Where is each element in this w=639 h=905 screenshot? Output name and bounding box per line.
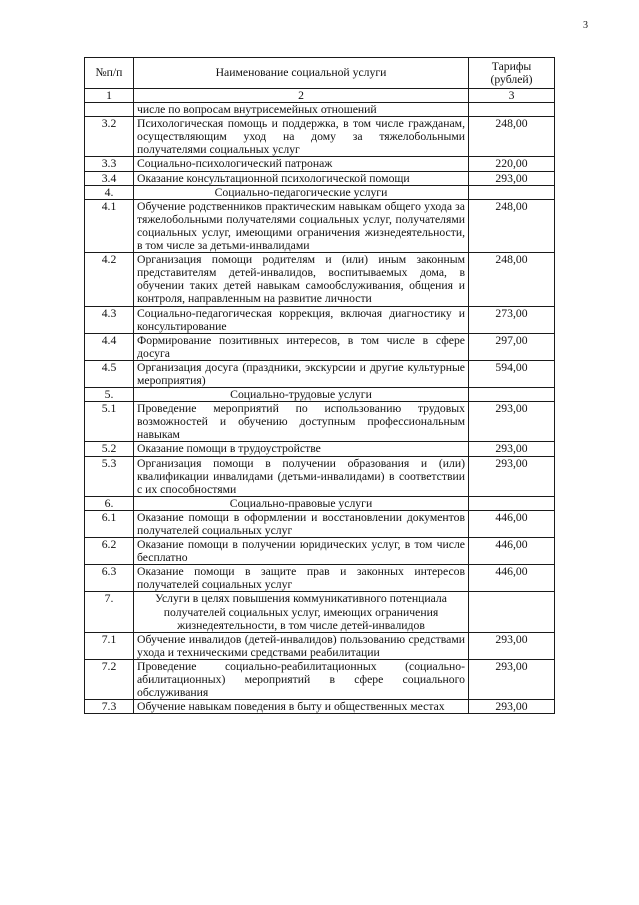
section-title: Социально-трудовые услуги — [134, 388, 469, 402]
table-row — [85, 117, 555, 157]
table-row — [85, 199, 555, 252]
section-row — [85, 185, 555, 199]
section-row — [85, 592, 555, 632]
section-row — [85, 496, 555, 510]
header-service-name: Наименование социальной услуги — [134, 58, 469, 89]
row-number: 6.3 — [85, 565, 134, 592]
row-number: 6.2 — [85, 538, 134, 565]
table-row — [85, 456, 555, 496]
service-name: Оказание помощи в оформлении и восстановлении документов получателей социальных услуг — [134, 510, 469, 537]
tariff-value — [469, 496, 555, 510]
column-number-row — [85, 89, 555, 103]
row-number: 7.3 — [85, 700, 134, 714]
tariff-value: 273,00 — [469, 306, 555, 333]
tariff-value: 446,00 — [469, 538, 555, 565]
service-name: Организация помощи в получении образования и (или) квалификации инвалидами (детьми-инвалидами) в соответствии с их способностями — [134, 456, 469, 496]
table-row — [85, 700, 555, 714]
table-row — [85, 253, 555, 306]
tariff-value: 248,00 — [469, 117, 555, 157]
section-row — [85, 388, 555, 402]
tariff-value: 293,00 — [469, 659, 555, 699]
table-row — [85, 442, 555, 456]
row-number: 3.3 — [85, 157, 134, 171]
service-name: Социально-психологический патронаж — [134, 157, 469, 171]
tariff-value: 293,00 — [469, 456, 555, 496]
service-name: Проведение мероприятий по использованию трудовых возможностей и обучению доступным профессиональным навыкам — [134, 402, 469, 442]
row-number: 5.2 — [85, 442, 134, 456]
tariff-value — [469, 185, 555, 199]
service-name: Обучение навыкам поведения в быту и общественных местах — [134, 700, 469, 714]
section-title: Услуги в целях повышения коммуникативного потенциала получателей социальных услуг, имеющих ограничения жизнедеятельности, в том числе детей-инвалидов — [134, 592, 469, 632]
service-name: Обучение родственников практическим навыкам общего ухода за тяжелобольными получателями социальных услуг, получателями социальных услуг, имеющими ограничения жизнедеятельности, в том числе за детьми-инвалидами — [134, 199, 469, 252]
tariff-value: 446,00 — [469, 565, 555, 592]
tariff-value: 248,00 — [469, 253, 555, 306]
tariff-value — [469, 388, 555, 402]
service-name: Оказание помощи в трудоустройстве — [134, 442, 469, 456]
table-row — [85, 157, 555, 171]
row-number: 7.2 — [85, 659, 134, 699]
row-number: 5.3 — [85, 456, 134, 496]
column-number: 3 — [469, 89, 555, 103]
service-name: Организация помощи родителям и (или) иным законным представителям детей-инвалидов, воспитываемых дома, в обучении таких детей навыкам самообслуживания, общения и контроля, направленным на развитие личности — [134, 253, 469, 306]
tariff-value: 293,00 — [469, 700, 555, 714]
tariff-value: 248,00 — [469, 199, 555, 252]
tariff-value: 297,00 — [469, 333, 555, 360]
column-number: 2 — [134, 89, 469, 103]
section-title: Социально-педагогические услуги — [134, 185, 469, 199]
section-title: Социально-правовые услуги — [134, 496, 469, 510]
table-row — [85, 510, 555, 537]
row-number: 4.1 — [85, 199, 134, 252]
table-row — [85, 632, 555, 659]
service-name: Социально-педагогическая коррекция, включая диагностику и консультирование — [134, 306, 469, 333]
tariff-value: 220,00 — [469, 157, 555, 171]
service-name: Оказание помощи в получении юридических услуг, в том числе бесплатно — [134, 538, 469, 565]
tariff-value: 293,00 — [469, 402, 555, 442]
row-number: 4.4 — [85, 333, 134, 360]
table-row — [85, 538, 555, 565]
tariff-value: 594,00 — [469, 360, 555, 387]
table-row — [85, 306, 555, 333]
service-name: Обучение инвалидов (детей-инвалидов) пользованию средствами ухода и техническими средствами реабилитации — [134, 632, 469, 659]
service-name: Организация досуга (праздники, экскурсии и другие культурные мероприятия) — [134, 360, 469, 387]
service-name: Формирование позитивных интересов, в том числе в сфере досуга — [134, 333, 469, 360]
row-number: 7.1 — [85, 632, 134, 659]
header-number: №п/п — [85, 58, 134, 89]
table-row — [85, 565, 555, 592]
continuation-row — [85, 103, 555, 117]
header-tariff: Тарифы (рублей) — [469, 58, 555, 89]
tariff-value: 293,00 — [469, 632, 555, 659]
tariff-value: 293,00 — [469, 171, 555, 185]
row-number: 5.1 — [85, 402, 134, 442]
row-number: 4.3 — [85, 306, 134, 333]
page-number: 3 — [583, 20, 588, 31]
row-number: 3.4 — [85, 171, 134, 185]
row-number: 3.2 — [85, 117, 134, 157]
column-number: 1 — [85, 89, 134, 103]
row-number: 5. — [85, 388, 134, 402]
service-name: Психологическая помощь и поддержка, в том числе гражданам, осуществляющим уход на дому за тяжелобольными получателями социальных услуг — [134, 117, 469, 157]
table-row — [85, 360, 555, 387]
service-name: Оказание помощи в защите прав и законных интересов получателей социальных услуг — [134, 565, 469, 592]
row-number: 4.2 — [85, 253, 134, 306]
tariff-value — [469, 592, 555, 632]
table-row — [85, 171, 555, 185]
tariff-value: 293,00 — [469, 442, 555, 456]
tariff-table — [84, 57, 555, 714]
row-number: 4. — [85, 185, 134, 199]
tariff-value: 446,00 — [469, 510, 555, 537]
service-name: Оказание консультационной психологической помощи — [134, 171, 469, 185]
row-number: 4.5 — [85, 360, 134, 387]
service-name: Проведение социально-реабилитационных (социально-абилитационных) мероприятий в сфере социального обслуживания — [134, 659, 469, 699]
row-number: 6. — [85, 496, 134, 510]
row-number: 7. — [85, 592, 134, 632]
table-row — [85, 402, 555, 442]
table-header-row — [85, 58, 555, 89]
continuation-text: числе по вопросам внутрисемейных отношений — [134, 103, 469, 117]
table-row — [85, 333, 555, 360]
table-row — [85, 659, 555, 699]
row-number: 6.1 — [85, 510, 134, 537]
